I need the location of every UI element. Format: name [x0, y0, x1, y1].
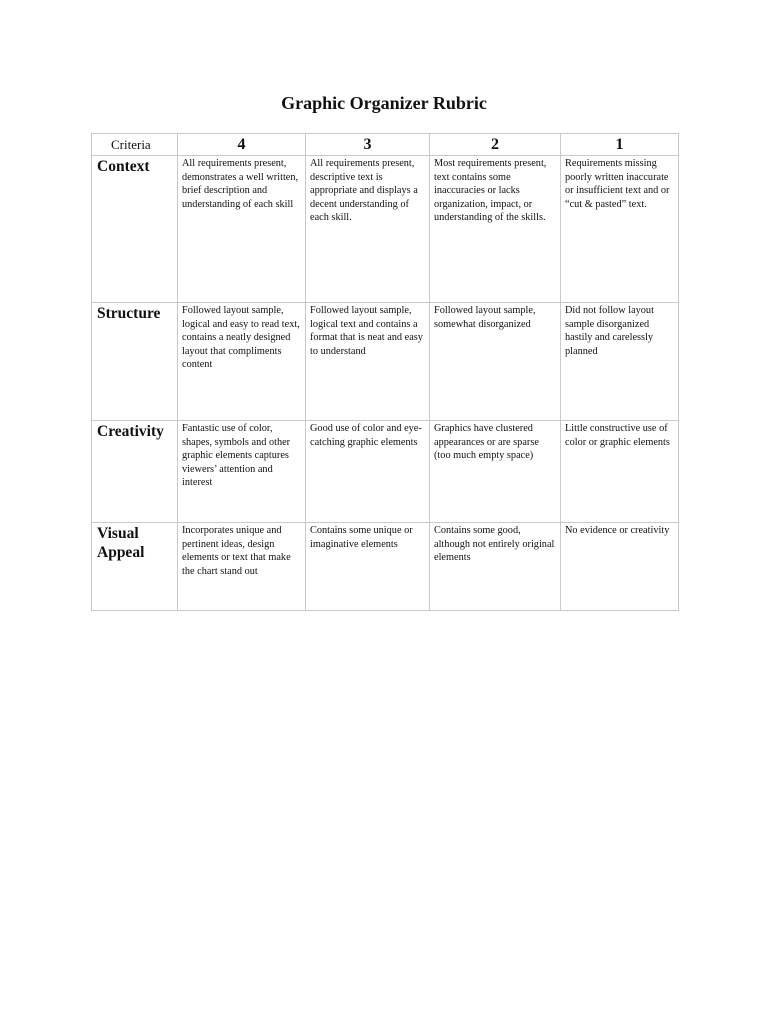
table-cell: [430, 421, 561, 523]
cell-text: Contains some unique or imaginative elements: [310, 525, 413, 550]
criterion-label: Creativity: [97, 423, 164, 440]
table-cell: [306, 421, 430, 523]
table-cell: [306, 303, 430, 421]
table-cell: [561, 421, 679, 523]
cell-text: Fantastic use of color, shapes, symbols and other graphic elements captures viewers’ attention and interest: [182, 423, 291, 488]
cell-text: All requirements present, descriptive text is appropriate and displays a decent understanding of each skill.: [310, 158, 418, 223]
table-cell: [561, 303, 679, 421]
page-title: Graphic Organizer Rubric: [281, 93, 487, 113]
cell-text: Followed layout sample, logical and easy to read text, contains a neatly designed layout that compliments content: [182, 305, 300, 370]
criterion-label: Context: [97, 158, 150, 175]
table-row: [92, 303, 679, 421]
table-cell: [178, 421, 306, 523]
table-cell: [561, 156, 679, 303]
header-score-3: 3: [306, 134, 430, 156]
cell-text: Followed layout sample, logical text and contains a format that is neat and easy to understand: [310, 305, 423, 357]
criterion-cell: [92, 421, 178, 523]
table-row: [92, 421, 679, 523]
cell-text: Requirements missing poorly written inaccurate or insufficient text and or “cut & pasted” text.: [565, 158, 670, 210]
criterion-cell: [92, 303, 178, 421]
table-cell: [178, 156, 306, 303]
cell-text: No evidence or creativity: [565, 525, 670, 536]
cell-text: Most requirements present, text contains some inaccuracies or lacks organization, impact, or understanding of the skills.: [434, 158, 547, 223]
table-cell: [178, 523, 306, 611]
rubric-table: [91, 133, 679, 611]
cell-text: Did not follow layout sample disorganized hastily and carelessly planned: [565, 305, 654, 357]
criterion-label: Visual Appeal: [97, 525, 145, 561]
table-cell: [178, 303, 306, 421]
header-score-4: 4: [178, 134, 306, 156]
table-cell: [430, 303, 561, 421]
table-cell: [306, 156, 430, 303]
cell-text: Good use of color and eye-catching graphic elements: [310, 423, 422, 448]
table-cell: [430, 523, 561, 611]
criterion-cell: [92, 156, 178, 303]
table-cell: [430, 156, 561, 303]
header-criteria: Criteria: [92, 134, 178, 156]
criterion-cell: [92, 523, 178, 611]
header-score-2: 2: [430, 134, 561, 156]
cell-text: Followed layout sample, somewhat disorganized: [434, 305, 536, 330]
table-cell: [561, 523, 679, 611]
table-row: [92, 156, 679, 303]
cell-text: Graphics have clustered appearances or are sparse (too much empty space): [434, 423, 539, 461]
table-header-row: [92, 134, 679, 156]
cell-text: Incorporates unique and pertinent ideas, design elements or text that make the chart stand out: [182, 525, 291, 577]
criterion-label: Structure: [97, 305, 161, 322]
header-score-1: 1: [561, 134, 679, 156]
cell-text: Contains some good, although not entirely original elements: [434, 525, 555, 563]
table-row: [92, 523, 679, 611]
cell-text: Little constructive use of color or graphic elements: [565, 423, 670, 448]
table-cell: [306, 523, 430, 611]
cell-text: All requirements present, demonstrates a well written, brief description and understanding of each skill: [182, 158, 299, 210]
